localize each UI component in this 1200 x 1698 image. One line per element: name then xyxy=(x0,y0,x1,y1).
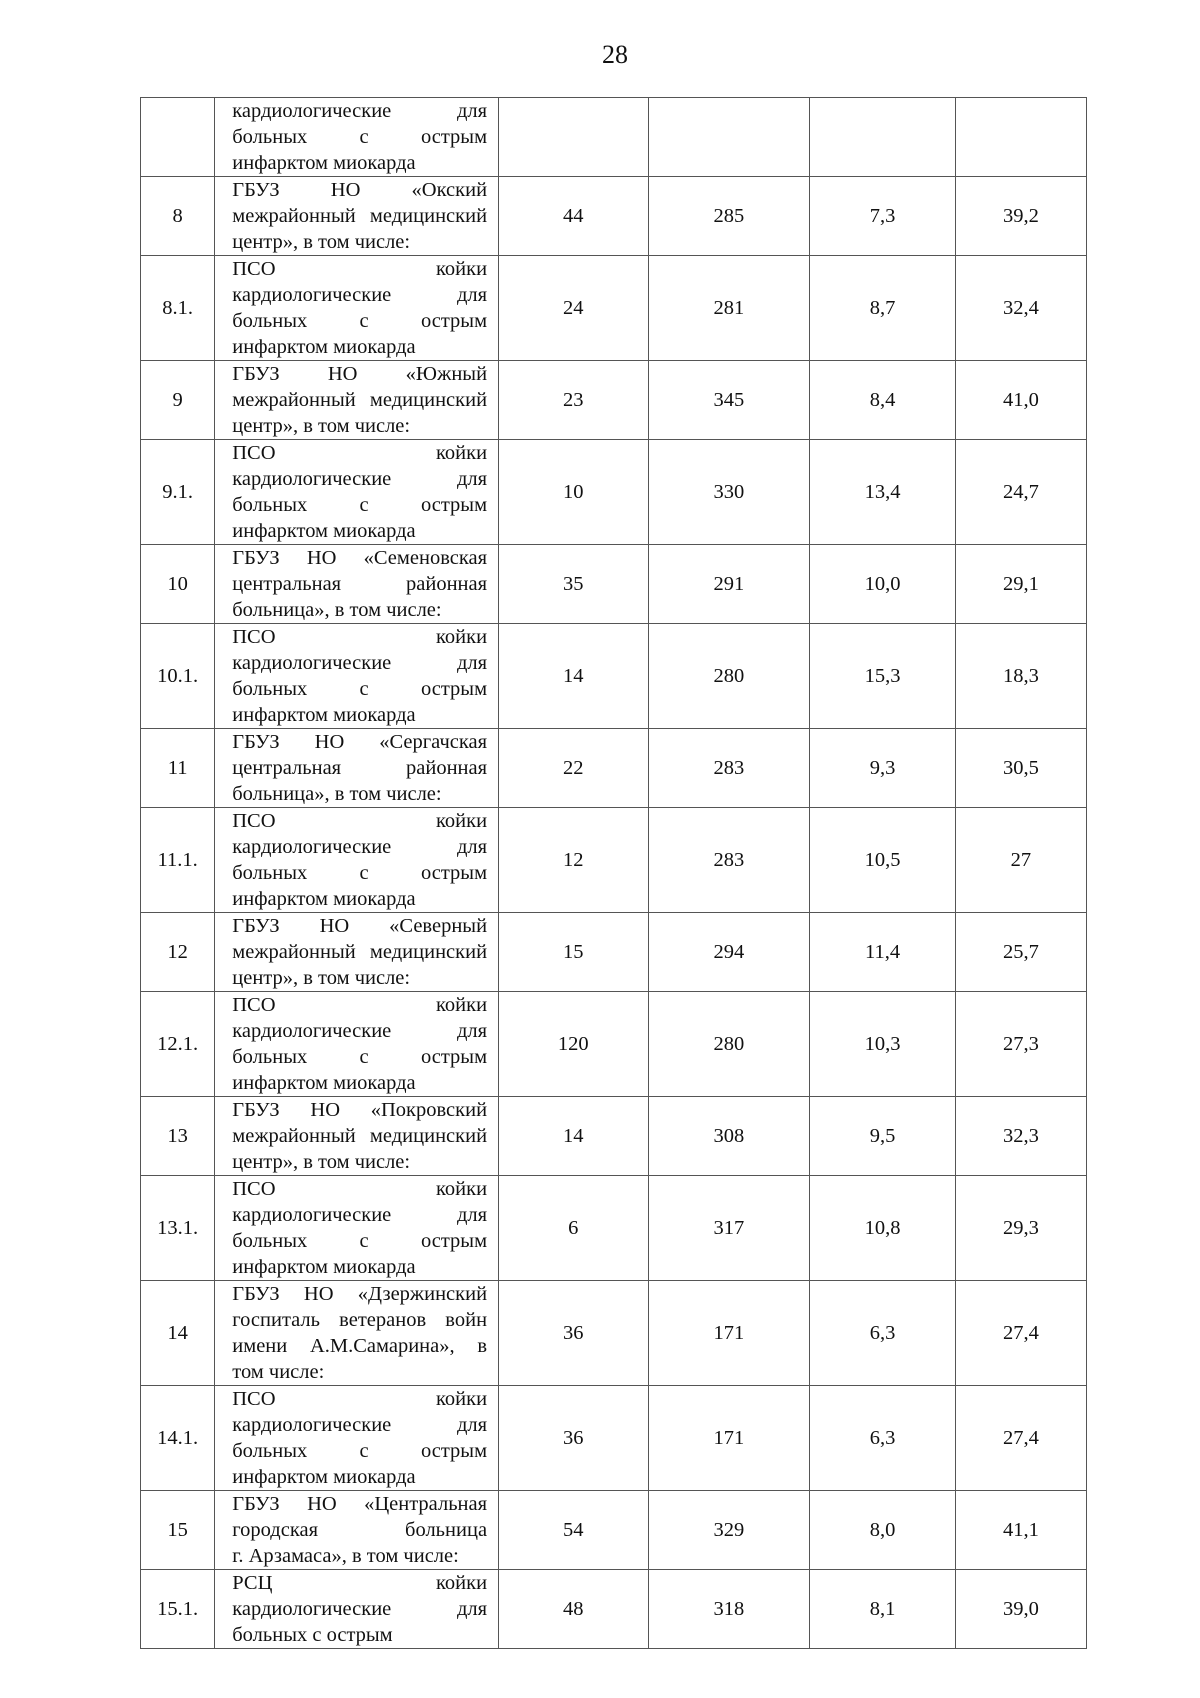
table-row xyxy=(141,992,1087,1097)
row-name-line: центр», в том числе: xyxy=(232,231,411,253)
row-name xyxy=(215,1491,499,1570)
table-row xyxy=(141,624,1087,729)
table-row xyxy=(141,98,1087,177)
row-value-v3: 13,4 xyxy=(810,440,955,545)
row-value-v4: 27,4 xyxy=(955,1281,1086,1386)
row-value-v3: 8,1 xyxy=(810,1570,955,1649)
row-name xyxy=(215,624,499,729)
row-value-v1: 120 xyxy=(499,992,649,1097)
row-name-line: кардиологические для xyxy=(232,1414,488,1436)
row-value-v1: 24 xyxy=(499,256,649,361)
row-name xyxy=(215,177,499,256)
row-number: 8.1. xyxy=(141,256,215,361)
row-name-line: ПСО койки xyxy=(232,626,488,648)
row-number xyxy=(141,98,215,177)
row-name-line: центральная районная xyxy=(232,757,488,779)
row-name-line: больных с острым xyxy=(232,1046,488,1068)
row-value-v4: 18,3 xyxy=(955,624,1086,729)
row-value-v1: 44 xyxy=(499,177,649,256)
row-value-v3: 10,3 xyxy=(810,992,955,1097)
row-name-line: ГБУЗ НО «Сергачская xyxy=(232,731,488,753)
table-row xyxy=(141,1176,1087,1281)
row-name-line: инфарктом миокарда xyxy=(232,152,416,174)
row-value-v4: 41,0 xyxy=(955,361,1086,440)
row-name xyxy=(215,992,499,1097)
row-name-line: ГБУЗ НО «Центральная xyxy=(232,1493,488,1515)
row-name-line: инфарктом миокарда xyxy=(232,1256,416,1278)
row-name-line: больных с острым xyxy=(232,494,488,516)
row-name-line: РСЦ койки xyxy=(232,1572,488,1594)
row-name-line: больных с острым xyxy=(232,678,488,700)
row-name xyxy=(215,913,499,992)
row-value-v3: 8,7 xyxy=(810,256,955,361)
row-value-v1: 54 xyxy=(499,1491,649,1570)
row-value-v3 xyxy=(810,98,955,177)
row-value-v1: 22 xyxy=(499,729,649,808)
row-name-line: ПСО койки xyxy=(232,1178,488,1200)
table-row xyxy=(141,1281,1087,1386)
row-value-v2: 317 xyxy=(648,1176,810,1281)
row-name-line: межрайонный медицинский xyxy=(232,389,488,411)
row-value-v1: 10 xyxy=(499,440,649,545)
table-row xyxy=(141,1570,1087,1649)
row-name xyxy=(215,1570,499,1649)
row-name-line: больных с острым xyxy=(232,1440,488,1462)
row-name-line: кардиологические для xyxy=(232,100,488,122)
row-value-v3: 7,3 xyxy=(810,177,955,256)
row-name-line: больница», в том числе: xyxy=(232,783,442,805)
row-value-v4: 25,7 xyxy=(955,913,1086,992)
row-name-line: кардиологические для xyxy=(232,836,488,858)
row-name-line: ГБУЗ НО «Северный xyxy=(232,915,488,937)
row-name-line: инфарктом миокарда xyxy=(232,520,416,542)
row-name-line: инфарктом миокарда xyxy=(232,336,416,358)
row-number: 11 xyxy=(141,729,215,808)
row-number: 9.1. xyxy=(141,440,215,545)
row-name-line: инфарктом миокарда xyxy=(232,1072,416,1094)
row-name-line: больных с острым xyxy=(232,1624,393,1646)
row-number: 10 xyxy=(141,545,215,624)
row-value-v1: 14 xyxy=(499,624,649,729)
row-name-line: межрайонный медицинский xyxy=(232,1125,488,1147)
row-value-v4 xyxy=(955,98,1086,177)
row-name xyxy=(215,256,499,361)
row-value-v2: 291 xyxy=(648,545,810,624)
row-value-v2: 345 xyxy=(648,361,810,440)
row-name-line: межрайонный медицинский xyxy=(232,205,488,227)
table-body xyxy=(141,98,1087,1649)
row-number: 9 xyxy=(141,361,215,440)
row-name-line: инфарктом миокарда xyxy=(232,704,416,726)
row-value-v4: 24,7 xyxy=(955,440,1086,545)
row-name-line: больных с острым xyxy=(232,310,488,332)
row-value-v3: 6,3 xyxy=(810,1386,955,1491)
row-value-v3: 9,3 xyxy=(810,729,955,808)
row-value-v1: 36 xyxy=(499,1386,649,1491)
row-name xyxy=(215,1176,499,1281)
row-name-line: инфарктом миокарда xyxy=(232,1466,416,1488)
table-row xyxy=(141,913,1087,992)
row-value-v1 xyxy=(499,98,649,177)
row-value-v1: 6 xyxy=(499,1176,649,1281)
row-name-line: больных с острым xyxy=(232,862,488,884)
row-name-line: кардиологические для xyxy=(232,468,488,490)
row-name-line: больница», в том числе: xyxy=(232,599,442,621)
row-value-v3: 15,3 xyxy=(810,624,955,729)
row-value-v4: 27,3 xyxy=(955,992,1086,1097)
row-name-line: ГБУЗ НО «Дзержинский xyxy=(232,1283,488,1305)
row-name-line: больных с острым xyxy=(232,1230,488,1252)
row-name-line: кардиологические для xyxy=(232,1020,488,1042)
table-row xyxy=(141,729,1087,808)
row-value-v2: 318 xyxy=(648,1570,810,1649)
row-value-v2: 171 xyxy=(648,1386,810,1491)
row-value-v4: 39,2 xyxy=(955,177,1086,256)
row-value-v3: 8,4 xyxy=(810,361,955,440)
row-value-v1: 14 xyxy=(499,1097,649,1176)
row-value-v2: 294 xyxy=(648,913,810,992)
row-name xyxy=(215,1097,499,1176)
row-number: 8 xyxy=(141,177,215,256)
row-value-v4: 27,4 xyxy=(955,1386,1086,1491)
row-value-v3: 6,3 xyxy=(810,1281,955,1386)
row-name-line: ПСО койки xyxy=(232,994,488,1016)
row-value-v2: 329 xyxy=(648,1491,810,1570)
table-row xyxy=(141,1386,1087,1491)
row-name xyxy=(215,98,499,177)
row-name xyxy=(215,545,499,624)
row-value-v1: 48 xyxy=(499,1570,649,1649)
row-value-v3: 10,5 xyxy=(810,808,955,913)
row-name-line: кардиологические для xyxy=(232,652,488,674)
row-value-v2: 283 xyxy=(648,729,810,808)
row-number: 13.1. xyxy=(141,1176,215,1281)
page-number: 28 xyxy=(602,40,628,69)
table-row xyxy=(141,361,1087,440)
row-number: 12 xyxy=(141,913,215,992)
table-row xyxy=(141,545,1087,624)
row-name-line: ГБУЗ НО «Южный xyxy=(232,363,488,385)
row-value-v4: 41,1 xyxy=(955,1491,1086,1570)
row-value-v2: 280 xyxy=(648,992,810,1097)
row-name-line: городская больница xyxy=(232,1519,488,1541)
row-name-line: ПСО койки xyxy=(232,1388,488,1410)
row-value-v2: 280 xyxy=(648,624,810,729)
row-name xyxy=(215,808,499,913)
row-value-v2: 171 xyxy=(648,1281,810,1386)
row-value-v1: 35 xyxy=(499,545,649,624)
row-value-v2: 281 xyxy=(648,256,810,361)
row-number: 13 xyxy=(141,1097,215,1176)
row-name-line: кардиологические для xyxy=(232,1598,488,1620)
row-name-line: имени А.М.Самарина», в xyxy=(232,1335,488,1357)
row-name-line: ПСО койки xyxy=(232,442,488,464)
row-value-v2 xyxy=(648,98,810,177)
row-value-v4: 27 xyxy=(955,808,1086,913)
row-value-v1: 23 xyxy=(499,361,649,440)
row-value-v4: 29,3 xyxy=(955,1176,1086,1281)
row-name-line: госпиталь ветеранов войн xyxy=(232,1309,488,1331)
row-value-v4: 29,1 xyxy=(955,545,1086,624)
row-name-line: центр», в том числе: xyxy=(232,415,411,437)
row-name-line: больных с острым xyxy=(232,126,488,148)
row-value-v4: 39,0 xyxy=(955,1570,1086,1649)
hospital-beds-table xyxy=(140,97,1087,1649)
row-value-v2: 330 xyxy=(648,440,810,545)
row-number: 11.1. xyxy=(141,808,215,913)
row-number: 14 xyxy=(141,1281,215,1386)
row-number: 15 xyxy=(141,1491,215,1570)
row-value-v2: 285 xyxy=(648,177,810,256)
row-name-line: кардиологические для xyxy=(232,1204,488,1226)
row-name-line: г. Арзамаса», в том числе: xyxy=(232,1545,459,1567)
row-name-line: том числе: xyxy=(232,1361,325,1383)
row-name-line: центр», в том числе: xyxy=(232,1151,411,1173)
row-name-line: ПСО койки xyxy=(232,258,488,280)
row-number: 10.1. xyxy=(141,624,215,729)
row-name xyxy=(215,1386,499,1491)
table-row xyxy=(141,256,1087,361)
row-name-line: кардиологические для xyxy=(232,284,488,306)
table-row xyxy=(141,1097,1087,1176)
row-name-line: межрайонный медицинский xyxy=(232,941,488,963)
row-value-v4: 30,5 xyxy=(955,729,1086,808)
row-value-v2: 283 xyxy=(648,808,810,913)
row-name-line: ПСО койки xyxy=(232,810,488,832)
row-name xyxy=(215,361,499,440)
row-value-v1: 36 xyxy=(499,1281,649,1386)
row-number: 14.1. xyxy=(141,1386,215,1491)
row-value-v3: 9,5 xyxy=(810,1097,955,1176)
row-value-v3: 8,0 xyxy=(810,1491,955,1570)
row-value-v2: 308 xyxy=(648,1097,810,1176)
row-name-line: ГБУЗ НО «Покровский xyxy=(232,1099,488,1121)
table-row xyxy=(141,1491,1087,1570)
row-number: 12.1. xyxy=(141,992,215,1097)
row-name-line: центр», в том числе: xyxy=(232,967,411,989)
table-row xyxy=(141,440,1087,545)
row-name-line: центральная районная xyxy=(232,573,488,595)
row-name-line: ГБУЗ НО «Окский xyxy=(232,179,488,201)
row-value-v3: 10,0 xyxy=(810,545,955,624)
row-name xyxy=(215,1281,499,1386)
row-value-v3: 11,4 xyxy=(810,913,955,992)
row-value-v4: 32,3 xyxy=(955,1097,1086,1176)
table-row xyxy=(141,808,1087,913)
row-name xyxy=(215,440,499,545)
row-name xyxy=(215,729,499,808)
row-name-line: инфарктом миокарда xyxy=(232,888,416,910)
row-number: 15.1. xyxy=(141,1570,215,1649)
row-value-v3: 10,8 xyxy=(810,1176,955,1281)
table-row xyxy=(141,177,1087,256)
row-name-line: ГБУЗ НО «Семеновская xyxy=(232,547,488,569)
row-value-v1: 12 xyxy=(499,808,649,913)
row-value-v4: 32,4 xyxy=(955,256,1086,361)
row-value-v1: 15 xyxy=(499,913,649,992)
